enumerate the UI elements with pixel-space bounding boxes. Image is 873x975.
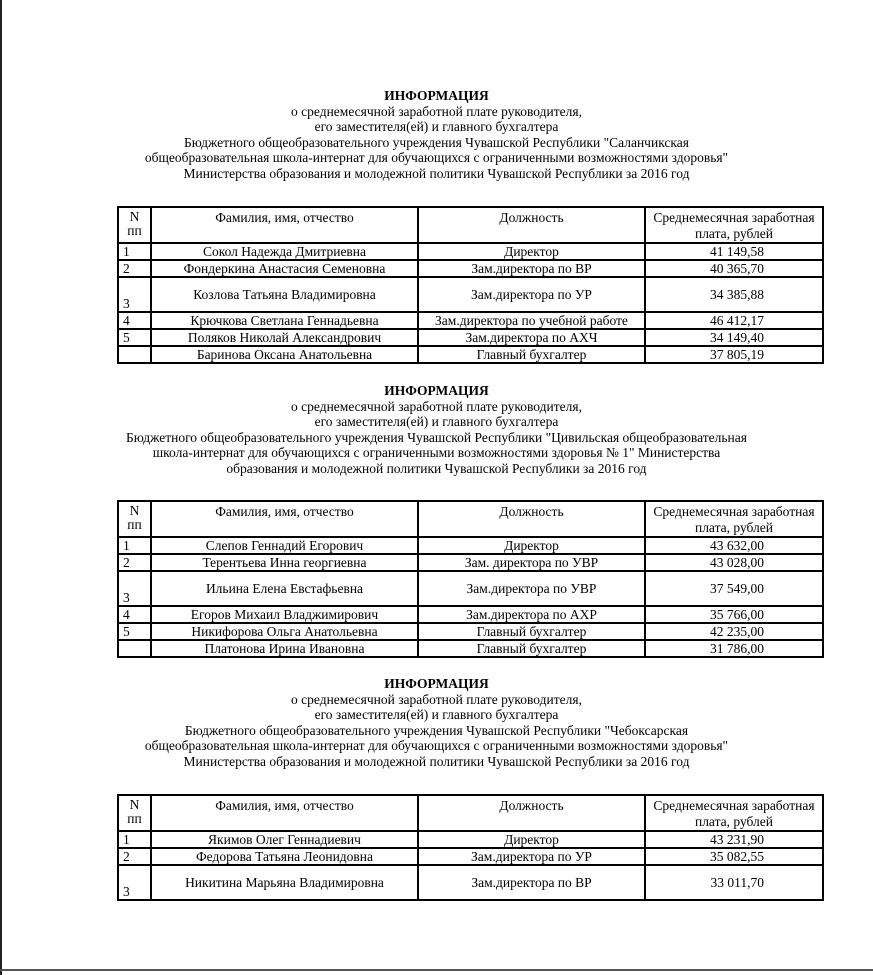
table-header-row [118, 207, 823, 243]
col-header-num: N пп [118, 501, 151, 537]
col-header-position: Должность [418, 501, 645, 537]
heading-line: общеобразовательная школа-интернат для обучающихся с ограниченными возможностями здоровья" [144, 150, 729, 165]
row-name: Крючкова Светлана Геннадьевна [151, 312, 418, 329]
col-header-salary: Среднемесячная заработная плата, рублей [645, 795, 823, 831]
table-header-row [118, 795, 823, 831]
section-title: ИНФОРМАЦИЯ [384, 88, 489, 103]
row-position: Главный бухгалтер [418, 623, 645, 640]
row-salary: 41 149,58 [645, 243, 823, 260]
row-num: 3 [118, 571, 151, 606]
col-header-num: N пп [118, 207, 151, 243]
table-row [118, 277, 823, 312]
section-title: ИНФОРМАЦИЯ [384, 383, 489, 398]
col-header-name: Фамилия, имя, отчество [151, 207, 418, 243]
row-position: Главный бухгалтер [418, 640, 645, 657]
row-num: 1 [118, 243, 151, 260]
section-heading [0, 676, 873, 769]
row-num [118, 346, 151, 363]
col-header-salary: Среднемесячная заработная плата, рублей [645, 501, 823, 537]
info-section-2 [0, 383, 873, 476]
heading-line: Министерства образования и молодежной политики Чувашской Республики за 2016 год [183, 165, 690, 181]
row-num: 3 [118, 865, 151, 900]
row-position: Зам.директора по АХР [418, 606, 645, 623]
heading-line: общеобразовательная школа-интернат для обучающихся с ограниченными возможностями здоровья" [144, 738, 729, 753]
row-salary: 35 766,00 [645, 606, 823, 623]
heading-line: его заместителя(ей) и главного бухгалтера [314, 414, 559, 429]
row-salary: 31 786,00 [645, 640, 823, 657]
table-row [118, 537, 823, 554]
row-name: Никифорова Ольга Анатольевна [151, 623, 418, 640]
heading-line: о среднемесячной заработной плате руководителя, [291, 691, 582, 707]
row-num: 1 [118, 831, 151, 848]
row-salary: 37 549,00 [645, 571, 823, 606]
heading-line: о среднемесячной заработной плате руководителя, [291, 398, 582, 414]
heading-line: Бюджетного общеобразовательного учреждения Чувашской Республики "Чебоксарская [184, 722, 689, 738]
row-num: 2 [118, 848, 151, 865]
heading-line: Министерства образования и молодежной политики Чувашской Республики за 2016 год [183, 753, 690, 769]
row-position: Директор [418, 243, 645, 260]
table-row [118, 312, 823, 329]
table-row [118, 243, 823, 260]
row-position: Зам.директора по УВР [418, 571, 645, 606]
salary-table-1 [117, 206, 824, 364]
row-num: 4 [118, 606, 151, 623]
col-header-salary: Среднемесячная заработная плата, рублей [645, 207, 823, 243]
row-position: Зам.директора по АХЧ [418, 329, 645, 346]
table-row [118, 606, 823, 623]
section-heading [0, 88, 873, 181]
row-position: Зам.директора по ВР [418, 865, 645, 900]
col-header-num: N пп [118, 795, 151, 831]
row-position: Директор [418, 537, 645, 554]
row-name: Козлова Татьяна Владимировна [151, 277, 418, 312]
page-bottom-border [0, 969, 873, 971]
col-header-name: Фамилия, имя, отчество [151, 501, 418, 537]
info-section-1 [0, 88, 873, 181]
heading-line: образования и молодежной политики Чувашской Республики за 2016 год [226, 460, 647, 476]
row-num: 3 [118, 277, 151, 312]
heading-line: школа-интернат для обучающихся с ограниченными возможностями здоровья № 1" Министерства [152, 445, 721, 460]
row-salary: 40 365,70 [645, 260, 823, 277]
row-name: Никитина Марьяна Владимировна [151, 865, 418, 900]
heading-line: его заместителя(ей) и главного бухгалтера [314, 119, 559, 134]
row-salary: 43 028,00 [645, 554, 823, 571]
table-row [118, 623, 823, 640]
row-num: 5 [118, 329, 151, 346]
heading-line: его заместителя(ей) и главного бухгалтера [314, 707, 559, 722]
row-name: Баринова Оксана Анатольевна [151, 346, 418, 363]
row-salary: 43 632,00 [645, 537, 823, 554]
row-num: 5 [118, 623, 151, 640]
row-salary: 46 412,17 [645, 312, 823, 329]
row-name: Фондеркина Анастасия Семеновна [151, 260, 418, 277]
col-header-position: Должность [418, 795, 645, 831]
row-salary: 43 231,90 [645, 831, 823, 848]
table-row [118, 865, 823, 900]
row-name: Ильина Елена Евстафьевна [151, 571, 418, 606]
section-title: ИНФОРМАЦИЯ [384, 676, 489, 691]
info-section-3 [0, 676, 873, 769]
salary-table-3 [117, 794, 824, 901]
row-name: Терентьева Инна георгиевна [151, 554, 418, 571]
table-header-row [118, 501, 823, 537]
row-name: Сокол Надежда Дмитриевна [151, 243, 418, 260]
row-num: 2 [118, 260, 151, 277]
table-row [118, 831, 823, 848]
row-num: 2 [118, 554, 151, 571]
table-row [118, 329, 823, 346]
table-row [118, 260, 823, 277]
row-position: Зам.директора по ВР [418, 260, 645, 277]
col-header-name: Фамилия, имя, отчество [151, 795, 418, 831]
row-name: Якимов Олег Геннадиевич [151, 831, 418, 848]
row-position: Зам.директора по УР [418, 848, 645, 865]
row-position: Зам.директора по УР [418, 277, 645, 312]
table-row [118, 554, 823, 571]
row-salary: 35 082,55 [645, 848, 823, 865]
salary-table-2 [117, 500, 824, 658]
row-salary: 34 385,88 [645, 277, 823, 312]
heading-line: Бюджетного общеобразовательного учреждения Чувашской Республики "Цивильская общеобразовательная [126, 429, 747, 445]
row-salary: 42 235,00 [645, 623, 823, 640]
row-position: Директор [418, 831, 645, 848]
row-salary: 34 149,40 [645, 329, 823, 346]
table-row [118, 346, 823, 363]
row-num: 4 [118, 312, 151, 329]
row-salary: 33 011,70 [645, 865, 823, 900]
table-row [118, 848, 823, 865]
row-num: 1 [118, 537, 151, 554]
row-position: Зам.директора по учебной работе [418, 312, 645, 329]
table-row [118, 640, 823, 657]
col-header-position: Должность [418, 207, 645, 243]
row-name: Слепов Геннадий Егорович [151, 537, 418, 554]
row-position: Зам. директора по УВР [418, 554, 645, 571]
row-name: Поляков Николай Александрович [151, 329, 418, 346]
row-name: Федорова Татьяна Леонидовна [151, 848, 418, 865]
heading-line: о среднемесячной заработной плате руководителя, [291, 103, 582, 119]
section-heading [0, 383, 873, 476]
row-name: Платонова Ирина Ивановна [151, 640, 418, 657]
table-row [118, 571, 823, 606]
heading-line: Бюджетного общеобразовательного учреждения Чувашской Республики "Саланчикская [184, 134, 689, 150]
row-position: Главный бухгалтер [418, 346, 645, 363]
row-name: Егоров Михаил Владжимирович [151, 606, 418, 623]
row-num [118, 640, 151, 657]
row-salary: 37 805,19 [645, 346, 823, 363]
